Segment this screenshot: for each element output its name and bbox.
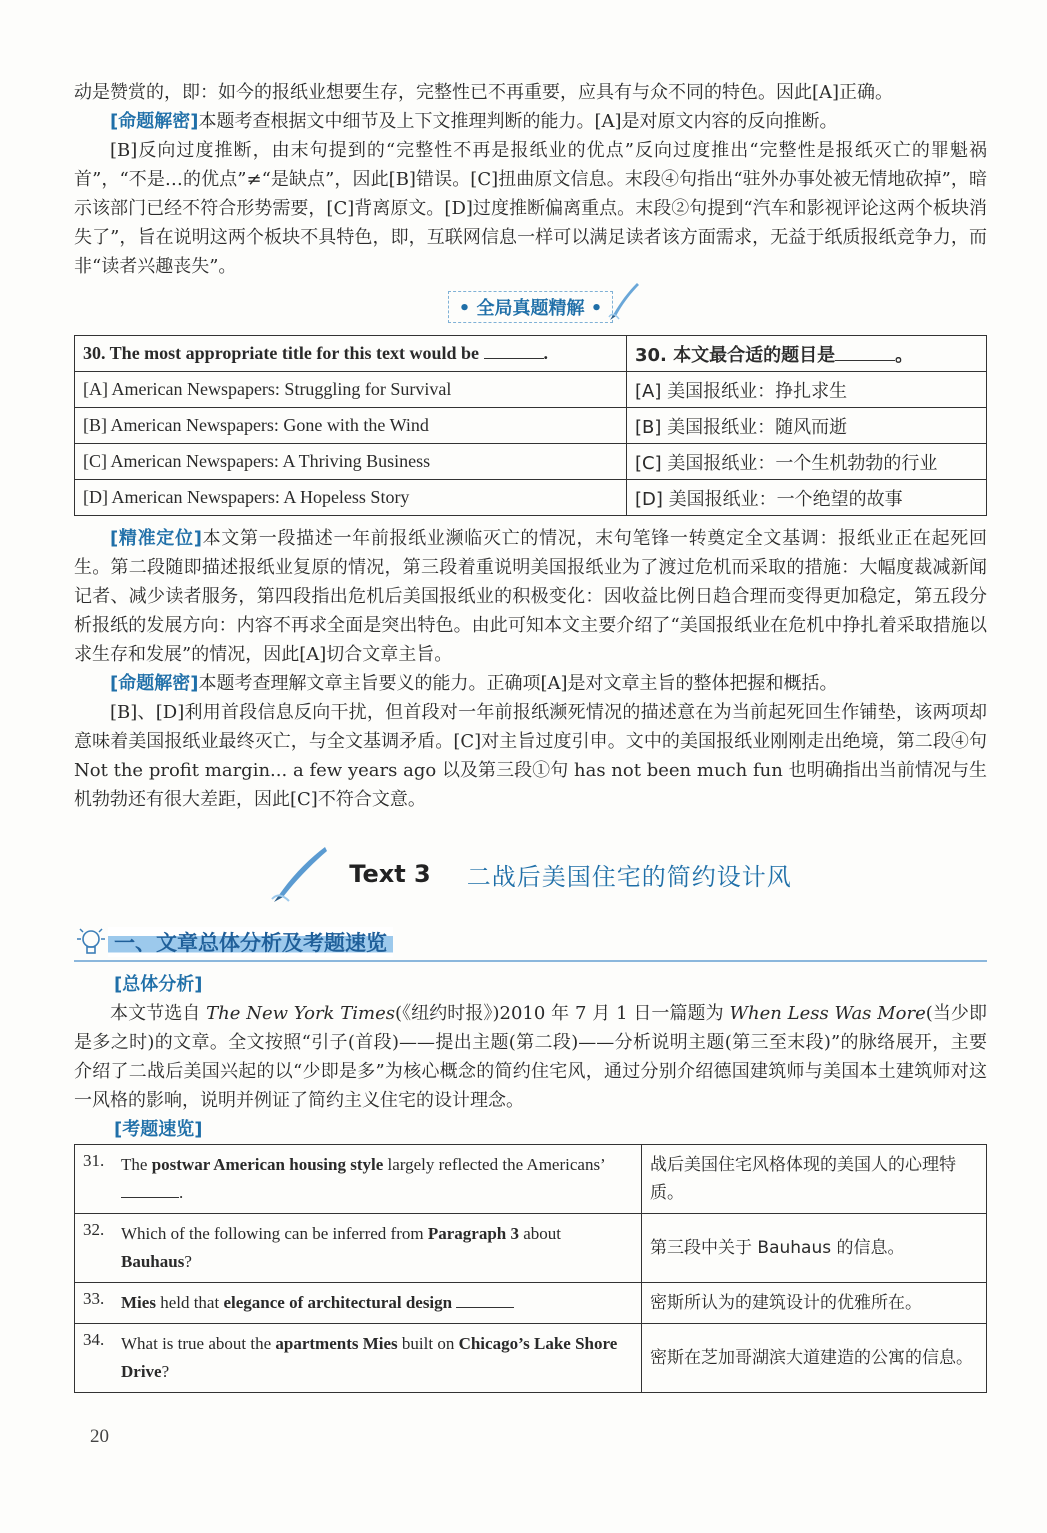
question-30-table <box>74 335 987 516</box>
question-33-zh: 密斯所认为的建筑设计的优雅所在。 <box>642 1283 987 1324</box>
section-badge <box>441 291 621 323</box>
answer-blank <box>456 1307 514 1308</box>
question-number: 34. <box>83 1330 105 1349</box>
text-3-heading <box>74 844 987 904</box>
option-c-zh: [C] 美国报纸业：一个生机勃勃的行业 <box>627 444 987 480</box>
question-32-en <box>75 1214 642 1283</box>
badge-label: • 全局真题精解 • <box>448 291 614 323</box>
question-31-en <box>75 1145 642 1214</box>
quill-pen-icon <box>269 845 329 903</box>
option-d-zh: [D] 美国报纸业：一个绝望的故事 <box>627 480 987 516</box>
question-number: 33. <box>83 1289 105 1308</box>
option-a-zh: [A] 美国报纸业：挣扎求生 <box>627 372 987 408</box>
question-30-en: 30. The most appropriate title for this text would be . <box>75 336 627 372</box>
option-a-en: [A] American Newspapers: Struggling for Survival <box>75 372 627 408</box>
question-33-en <box>75 1283 642 1324</box>
preview-tag: [考题速览] <box>114 1119 203 1140</box>
table-header-row <box>75 336 987 372</box>
table-row <box>75 1283 987 1324</box>
table-row <box>75 408 987 444</box>
tag-decode: [命题解密] <box>110 111 199 132</box>
tag-decode-2: [命题解密] <box>110 673 199 694</box>
tag-locate: [精准定位] <box>110 528 202 549</box>
lightbulb-icon <box>74 926 108 958</box>
option-d-en: [D] American Newspapers: A Hopeless Story <box>75 480 627 516</box>
question-34-en <box>75 1324 642 1393</box>
table-row <box>75 480 987 516</box>
option-c-en: [C] American Newspapers: A Thriving Business <box>75 444 627 480</box>
table-row <box>75 444 987 480</box>
question-number: 31. <box>83 1151 105 1170</box>
question-30-zh: 30. 本文最合适的题目是 。 <box>627 336 987 372</box>
paragraph-distractors-2: [B]、[D]利用首段信息反向干扰，但首段对一年前报纸濒死情况的描述意在为当前起死回生作铺垫，该两项却意味着美国报纸业最终灭亡，与全文基调矛盾。[C]对主旨过度引申。文中的美国报纸业刚刚走出绝境，第二段④句 Not the profit margin... a few years ago 以及第三段①句 has not been much fun 也明确指出当前情况与生机勃勃还有很大差距，因此[C]不符合文意。 <box>74 702 987 810</box>
source-title: The New York Times <box>206 1003 395 1024</box>
article-title: When Less Was More <box>729 1003 926 1024</box>
page-body <box>74 78 987 1393</box>
option-b-zh: [B] 美国报纸业：随风而逝 <box>627 408 987 444</box>
table-row <box>75 1145 987 1214</box>
text-number: Text 3 <box>349 860 431 888</box>
answer-blank <box>121 1197 179 1198</box>
quill-pen-icon <box>607 281 641 321</box>
paragraph-locate: [精准定位]本文第一段描述一年前报纸业濒临灭亡的情况，末句笔锋一转奠定全文基调：报纸业正在起死回生。第二段随即描述报纸业复原的情况，第三段着重说明美国报纸业为了渡过危机而采取的措施：大幅度裁减新闻记者、减少读者服务，第四段指出危机后美国报纸业的积极变化：因收益比例日趋合理而变得更加稳定，第五段分析报纸的发展方向：内容不再求全面是突出特色。由此可知本文主要介绍了“美国报纸业在危机中挣扎着采取措施以求生存和发展”的情况，因此[A]切合文章主旨。 <box>74 528 988 665</box>
overall-analysis-text: 本文节选自 The New York Times(《纽约时报》)2010 年 7 月 1 日一篇题为 When Less Was More(当少即是多之时)的文章。全文按照“引子(首段)——提出主题(第二段)——分析说明主题(第三至末段)”的脉络展开，主要介绍了二战后美国兴起的以“少即是多”为核心概念的简约住宅风，通过分别介绍德国建筑师与美国本土建筑师对这一风格的影响，说明并例证了简约主义住宅的设计理念。 <box>74 1003 987 1111</box>
question-34-zh: 密斯在芝加哥湖滨大道建造的公寓的信息。 <box>642 1324 987 1393</box>
table-row <box>75 1324 987 1393</box>
part-1-title: 一、文章总体分析及考题速览 <box>108 927 393 957</box>
preview-table <box>74 1144 987 1393</box>
paragraph-distractors: [B]反向过度推断，由末句提到的“完整性不再是报纸业的优点”反向过度推出“完整性是报纸灭亡的罪魁祸首”，“不是…的优点”≠“是缺点”，因此[B]错误。[C]扭曲原文信息。末段④句指出“驻外办事处被无情地砍掉”，暗示该部门已经不符合形势需要，[C]背离原文。[D]过度推断偏离重点。末段②句提到“汽车和影视评论这两个板块消失了”，旨在说明这两个板块不具特色，即，互联网信息一样可以满足读者该方面需求，无益于纸质报纸竞争力，而非“读者兴趣丧失”。 <box>74 140 987 277</box>
question-text: The postwar American housing style largely reflected the Americans’ . <box>121 1155 605 1202</box>
question-32-zh: 第三段中关于 Bauhaus 的信息。 <box>642 1214 987 1283</box>
paragraph-decode: [命题解密]本题考查根据文中细节及上下文推理判断的能力。[A]是对原文内容的反向推断。 <box>110 111 838 132</box>
table-row <box>75 1214 987 1283</box>
table-row <box>75 372 987 408</box>
paragraph-decode-2: [命题解密]本题考查理解文章主旨要义的能力。正确项[A]是对文章主旨的整体把握和概括。 <box>110 673 838 694</box>
overall-analysis-tag: [总体分析] <box>114 974 203 995</box>
option-b-en: [B] American Newspapers: Gone with the Wind <box>75 408 627 444</box>
question-text: Mies held that elegance of architectural design <box>121 1289 626 1317</box>
text-title: 二战后美国住宅的简约设计风 <box>466 862 792 891</box>
part-1-heading <box>74 926 987 962</box>
question-text: What is true about the apartments Mies built on Chicago’s Lake Shore Drive? <box>121 1334 618 1381</box>
paragraph-continued: 动是赞赏的，即：如今的报纸业想要生存，完整性已不再重要，应具有与众不同的特色。因此[A]正确。 <box>74 82 894 103</box>
question-text: Which of the following can be inferred from Paragraph 3 about Bauhaus? <box>121 1224 562 1271</box>
page-number: 20 <box>90 1426 109 1447</box>
question-31-zh: 战后美国住宅风格体现的美国人的心理特质。 <box>642 1145 987 1214</box>
question-number: 32. <box>83 1220 105 1239</box>
